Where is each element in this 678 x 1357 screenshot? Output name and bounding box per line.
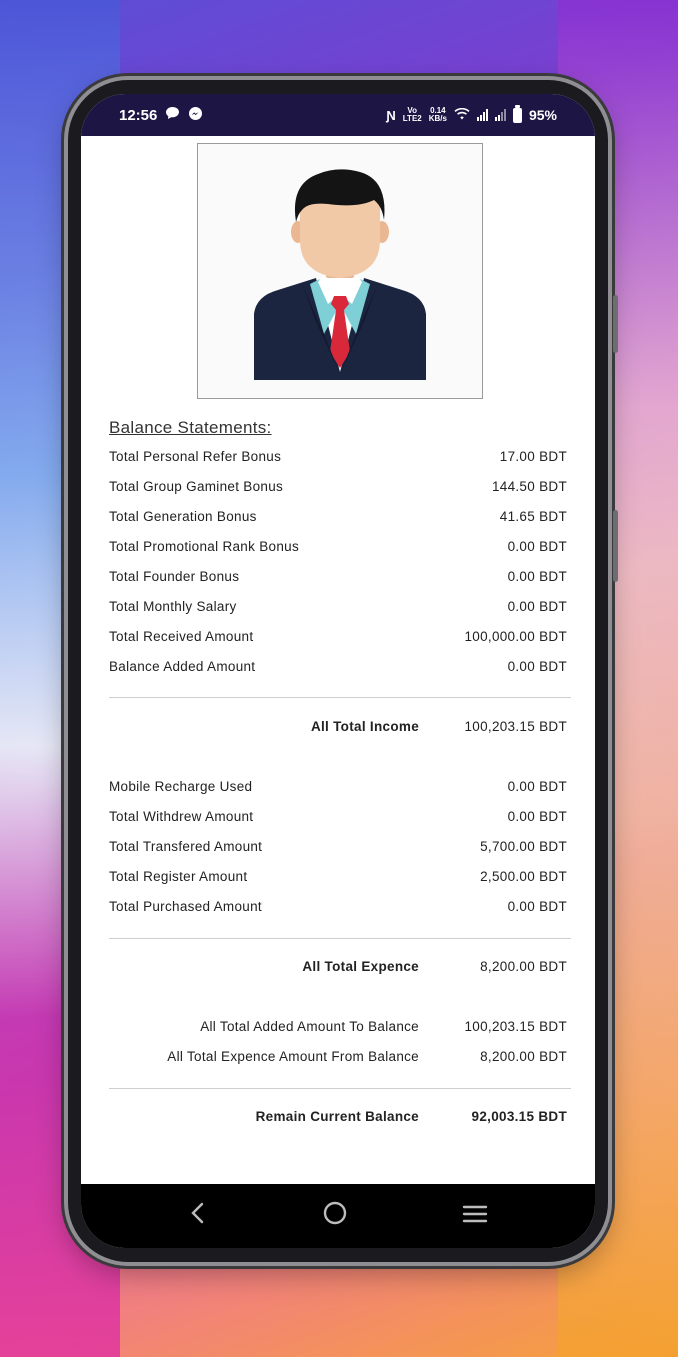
- screen: [81, 94, 595, 1248]
- nfc-icon: Ɲ: [386, 107, 396, 123]
- row-value: 144.50 BDT: [491, 479, 567, 494]
- row-value: 41.65 BDT: [499, 509, 567, 524]
- row-label: Total Received Amount: [109, 629, 254, 644]
- row-label: Total Withdrew Amount: [109, 809, 254, 824]
- messenger-icon: [188, 106, 203, 125]
- network-speed: 0.14 KB/s: [428, 106, 447, 123]
- signal-sim1-icon: [477, 109, 488, 121]
- power-button: [613, 510, 618, 582]
- signal-sim2-icon: [495, 109, 506, 121]
- row-value: 17.00 BDT: [499, 449, 567, 464]
- row-label: Total Promotional Rank Bonus: [109, 539, 299, 554]
- row-value: 100,000.00 BDT: [464, 629, 567, 644]
- row-promotional-rank-bonus: [109, 539, 567, 559]
- status-bar: [81, 94, 595, 136]
- statement-content: [81, 136, 595, 1184]
- row-label: Total Group Gaminet Bonus: [109, 479, 284, 494]
- total-label: All Total Income: [310, 719, 419, 734]
- added-to-balance-row: [109, 1019, 567, 1039]
- home-icon[interactable]: [322, 1200, 348, 1233]
- wifi-icon: [454, 107, 470, 123]
- menu-icon[interactable]: [462, 1201, 488, 1232]
- remain-balance-row: [109, 1109, 567, 1129]
- row-group-gaminet-bonus: [109, 479, 567, 499]
- row-generation-bonus: [109, 509, 567, 529]
- summary-label: All Total Added Amount To Balance: [200, 1019, 419, 1034]
- row-label: Total Personal Refer Bonus: [109, 449, 282, 464]
- row-withdrew-amount: [109, 809, 567, 829]
- row-value: 0.00 BDT: [507, 809, 567, 824]
- row-value: 0.00 BDT: [507, 599, 567, 614]
- row-value: 0.00 BDT: [507, 569, 567, 584]
- avatar-illustration: [198, 144, 482, 398]
- back-icon[interactable]: [188, 1201, 208, 1232]
- row-label: Total Monthly Salary: [109, 599, 237, 614]
- row-value: 0.00 BDT: [507, 779, 567, 794]
- row-label: Total Register Amount: [109, 869, 248, 884]
- divider: [109, 938, 571, 939]
- summary-label: All Total Expence Amount From Balance: [167, 1049, 419, 1064]
- total-value: 100,203.15 BDT: [464, 719, 567, 734]
- row-register-amount: [109, 869, 567, 889]
- row-value: 0.00 BDT: [507, 539, 567, 554]
- row-label: Total Purchased Amount: [109, 899, 262, 914]
- row-value: 0.00 BDT: [507, 899, 567, 914]
- row-founder-bonus: [109, 569, 567, 589]
- summary-value: 8,200.00 BDT: [480, 1049, 567, 1064]
- chat-bubble-icon: [165, 106, 180, 124]
- row-balance-added-amount: [109, 659, 567, 679]
- row-label: Mobile Recharge Used: [109, 779, 253, 794]
- row-label: Total Founder Bonus: [109, 569, 240, 584]
- volte-indicator: Vo LTE2: [402, 106, 422, 123]
- row-transfered-amount: [109, 839, 567, 859]
- row-value: 5,700.00 BDT: [480, 839, 567, 854]
- profile-picture: [197, 143, 483, 399]
- remain-value: 92,003.15 BDT: [471, 1109, 567, 1124]
- row-value: 2,500.00 BDT: [480, 869, 567, 884]
- row-monthly-salary: [109, 599, 567, 619]
- row-personal-refer-bonus: [109, 449, 567, 469]
- row-purchased-amount: [109, 899, 567, 919]
- divider: [109, 1088, 571, 1089]
- total-label: All Total Expence: [302, 959, 419, 974]
- row-label: Total Transfered Amount: [109, 839, 263, 854]
- navigation-bar: [81, 1184, 595, 1248]
- clock: 12:56: [119, 106, 158, 124]
- row-value: 0.00 BDT: [507, 659, 567, 674]
- phone-frame: [68, 80, 608, 1262]
- row-mobile-recharge-used: [109, 779, 567, 799]
- income-total-row: [109, 719, 567, 739]
- row-received-amount: [109, 629, 567, 649]
- divider: [109, 697, 571, 698]
- volume-button: [613, 295, 618, 353]
- section-title: Balance Statements:: [109, 418, 272, 437]
- battery-icon: [513, 108, 522, 123]
- row-label: Balance Added Amount: [109, 659, 256, 674]
- total-value: 8,200.00 BDT: [480, 959, 567, 974]
- expense-total-row: [109, 959, 567, 979]
- row-label: Total Generation Bonus: [109, 509, 257, 524]
- expense-from-balance-row: [109, 1049, 567, 1069]
- battery-percent: 95%: [528, 107, 557, 123]
- summary-value: 100,203.15 BDT: [464, 1019, 567, 1034]
- remain-label: Remain Current Balance: [255, 1109, 419, 1124]
